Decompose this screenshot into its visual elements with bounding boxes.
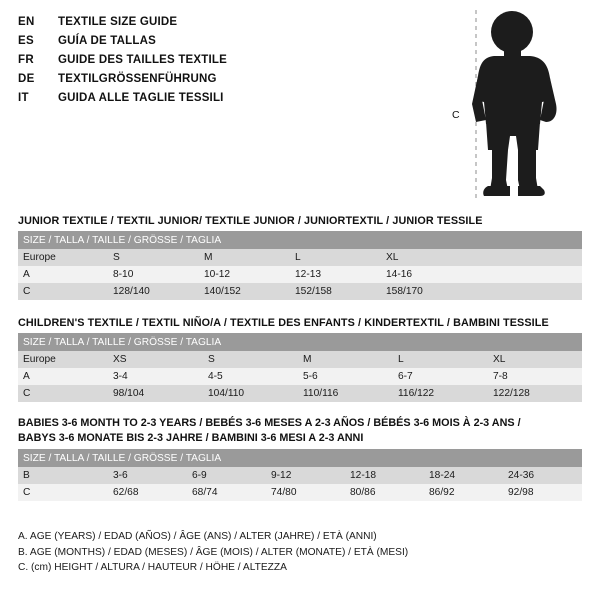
- table-subheader-row: [18, 333, 582, 351]
- legend-item-age-months: B. AGE (MONTHS) / EDAD (MESES) / ÂGE (MOIS) / ALTER (MONATE) / ETÀ (MESI): [18, 546, 409, 558]
- section-babies: [18, 416, 582, 501]
- cell: 110/116: [298, 385, 393, 402]
- cell: 12-18: [345, 467, 424, 484]
- language-row: [18, 32, 438, 51]
- row-label: Europe: [18, 249, 108, 266]
- cell: L: [290, 249, 381, 266]
- cell: 12-13: [290, 266, 381, 283]
- language-title: TEXTILGRÖSSENFÜHRUNG: [58, 73, 217, 85]
- cell: 6-9: [187, 467, 266, 484]
- cell: 4-5: [203, 368, 298, 385]
- row-label: C: [18, 283, 108, 300]
- cell: 128/140: [108, 283, 199, 300]
- cell: 116/122: [393, 385, 488, 402]
- language-code: EN: [18, 16, 35, 28]
- language-title: GUIDE DES TAILLES TEXTILE: [58, 54, 227, 66]
- table-row: [18, 368, 582, 385]
- language-code: FR: [18, 54, 34, 66]
- cell: 86/92: [424, 484, 503, 501]
- cell: 80/86: [345, 484, 424, 501]
- cell: XL: [488, 351, 582, 368]
- cell: M: [199, 249, 290, 266]
- language-row: [18, 51, 438, 70]
- section-junior: [18, 214, 582, 300]
- cell: 5-6: [298, 368, 393, 385]
- language-title: GUIDA ALLE TAGLIE TESSILI: [58, 92, 224, 104]
- cell: 8-10: [108, 266, 199, 283]
- table-row: [18, 385, 582, 402]
- cell: XL: [381, 249, 472, 266]
- cell: 3-4: [108, 368, 203, 385]
- table-row: [18, 266, 582, 283]
- section-title: CHILDREN'S TEXTILE / TEXTIL NIÑO/A / TEXTILE DES ENFANTS / KINDERTEXTIL / BAMBINI TESSILE: [18, 317, 549, 329]
- section-title-line-2: BABYS 3-6 MONATE BIS 2-3 JAHRE / BAMBINI 3-6 MESI A 2-3 ANNI: [18, 432, 364, 444]
- cell: 10-12: [199, 266, 290, 283]
- language-code: IT: [18, 92, 29, 104]
- row-label: C: [18, 484, 108, 501]
- babies-size-table: [18, 449, 582, 501]
- row-label: C: [18, 385, 108, 402]
- table-subheader-row: [18, 231, 582, 249]
- table-subheader-label: SIZE / TALLA / TAILLE / GRÖSSE / TAGLIA: [18, 449, 582, 467]
- legend: [18, 529, 582, 576]
- child-silhouette-icon: [450, 4, 590, 204]
- cell: 92/98: [503, 484, 582, 501]
- cell: 140/152: [199, 283, 290, 300]
- language-header: [18, 13, 438, 108]
- cell: 104/110: [203, 385, 298, 402]
- row-label: B: [18, 467, 108, 484]
- language-code: ES: [18, 35, 34, 47]
- table-subheader-row: [18, 449, 582, 467]
- table-row: [18, 249, 582, 266]
- cell: 14-16: [381, 266, 472, 283]
- cell: 62/68: [108, 484, 187, 501]
- cell: S: [108, 249, 199, 266]
- row-label: A: [18, 368, 108, 385]
- cell: 7-8: [488, 368, 582, 385]
- cell-empty: [472, 283, 582, 300]
- measurement-figure: [450, 4, 590, 204]
- table-subheader-label: SIZE / TALLA / TAILLE / GRÖSSE / TAGLIA: [18, 231, 582, 249]
- table-row: [18, 467, 582, 484]
- section-title-line-1: BABIES 3-6 MONTH TO 2-3 YEARS / BEBÉS 3-6 MESES A 2-3 AÑOS / BÉBÉS 3-6 MOIS À 2-3 ANS /: [18, 417, 521, 429]
- cell-empty: [472, 266, 582, 283]
- children-size-table: [18, 333, 582, 402]
- cell: L: [393, 351, 488, 368]
- language-title: GUÍA DE TALLAS: [58, 35, 156, 47]
- legend-item-age-years: A. AGE (YEARS) / EDAD (AÑOS) / ÂGE (ANS) / ALTER (JAHRE) / ETÀ (ANNI): [18, 531, 377, 542]
- cell: M: [298, 351, 393, 368]
- language-code: DE: [18, 73, 35, 85]
- section-title: JUNIOR TEXTILE / TEXTIL JUNIOR/ TEXTILE JUNIOR / JUNIORTEXTIL / JUNIOR TESSILE: [18, 215, 483, 227]
- language-title: TEXTILE SIZE GUIDE: [58, 16, 178, 28]
- cell-empty: [472, 249, 582, 266]
- language-row: [18, 70, 438, 89]
- cell: 9-12: [266, 467, 345, 484]
- height-measure-label: C: [452, 109, 460, 121]
- cell: 6-7: [393, 368, 488, 385]
- cell: XS: [108, 351, 203, 368]
- table-row: [18, 283, 582, 300]
- language-row: [18, 89, 438, 108]
- table-row: [18, 484, 582, 501]
- row-label: A: [18, 266, 108, 283]
- cell: 74/80: [266, 484, 345, 501]
- table-row: [18, 351, 582, 368]
- row-label: Europe: [18, 351, 108, 368]
- junior-size-table: [18, 231, 582, 300]
- section-children: [18, 316, 582, 402]
- cell: 98/104: [108, 385, 203, 402]
- cell: 24-36: [503, 467, 582, 484]
- cell: 68/74: [187, 484, 266, 501]
- cell: 152/158: [290, 283, 381, 300]
- table-subheader-label: SIZE / TALLA / TAILLE / GRÖSSE / TAGLIA: [18, 333, 582, 351]
- language-row: [18, 13, 438, 32]
- cell: 158/170: [381, 283, 472, 300]
- cell: S: [203, 351, 298, 368]
- legend-item-height: C. (cm) HEIGHT / ALTURA / HAUTEUR / HÖHE / ALTEZZA: [18, 562, 287, 573]
- cell: 18-24: [424, 467, 503, 484]
- cell: 3-6: [108, 467, 187, 484]
- cell: 122/128: [488, 385, 582, 402]
